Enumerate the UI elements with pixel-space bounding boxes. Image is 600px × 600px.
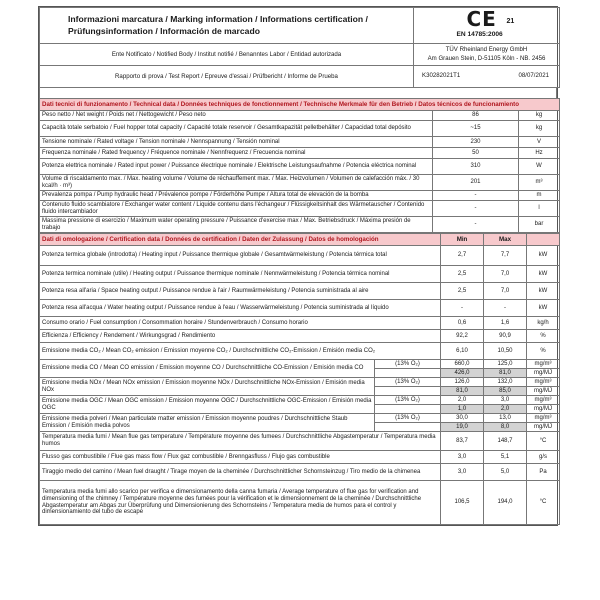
row-max-mgm3: 132,0 (484, 378, 527, 387)
row-value: ~15 (433, 121, 519, 137)
oxygen-blank (375, 423, 441, 432)
row-unit: g/s (527, 451, 560, 464)
table-row (40, 451, 560, 464)
table-row (40, 464, 560, 481)
test-report-label: Rapporto di prova / Test Report / Epreuve d'essai / Prüfbericht / Informe de Prueba (40, 66, 414, 88)
row-unit-mgm3: mg/m³ (527, 396, 560, 405)
row-label: Emissione media OGC / Mean OGC emission / Emission moyenne OGC / Durchschnittliche OGC-Emission / Emisión media OGC (40, 396, 375, 414)
oxygen-reference: (13% O₂) (375, 378, 441, 387)
row-label: Massima pressione di esercizio / Maximum water operating pressure / Puissance d'exercise max / Max. Betriebsdruck / Máxima presión de trabajo (40, 217, 433, 233)
row-min: 2,7 (441, 246, 484, 266)
oxygen-blank (375, 369, 441, 378)
row-unit: l (519, 201, 560, 217)
technical-data-table (39, 98, 560, 233)
title-line-2: Prüfungsinformation / Información de marcado (68, 25, 260, 36)
row-unit: m³ (519, 175, 560, 191)
row-label: Frequenza nominale / Rated frequency / Fréquence nominale / Nennfrequenz / Frecuencia nominal (40, 148, 433, 159)
oxygen-reference: (13% O₂) (375, 414, 441, 423)
row-unit: Pa (527, 464, 560, 481)
table-row (40, 217, 560, 233)
row-min: 6,10 (441, 343, 484, 360)
row-min: - (441, 300, 484, 317)
row-label: Consumo orario / Fuel consumption / Consommation horaire / Stundenverbrauch / Consumo horario (40, 317, 441, 330)
row-label: Emissione media CO₂ / Mean CO₂ emission / Emission moyenne CO₂ / Durchschnittliche CO₂-Emission / Emisión media CO₂ (40, 343, 441, 360)
oxygen-blank (375, 387, 441, 396)
table-row (40, 266, 560, 283)
row-label: Tensione nominale / Rated voltage / Tension nominale / Nennspannung / Tensión nominal (40, 137, 433, 148)
row-unit-mgmj: mg/MJ (527, 405, 560, 414)
spacer (39, 88, 557, 98)
sheet-frame (38, 6, 558, 526)
row-unit-mgm3: mg/m³ (527, 414, 560, 423)
row-unit: kW (527, 283, 560, 300)
row-label: Emissione media NOx / Mean NOx emission / Emission moyenne NOx / Durchschnittliche NOx-Emission / Emisión media NOx (40, 378, 375, 396)
max-column-header: Max (484, 234, 527, 246)
row-unit-mgm3: mg/m³ (527, 378, 560, 387)
oxygen-reference: (13% O₂) (375, 360, 441, 369)
row-unit: Hz (519, 148, 560, 159)
row-label: Capacità totale serbatoio / Fuel hopper total capacity / Capacité totale reservoir / Gesamtkapazität pelletbehälter / Capacidad total depósito (40, 121, 433, 137)
row-max-mgm3: 125,0 (484, 360, 527, 369)
ce-mark-icon: CE (466, 7, 497, 32)
table-row (40, 317, 560, 330)
row-unit: °C (527, 481, 560, 525)
row-label: Peso netto / Net weight / Poids net / Nettogewicht / Peso neto (40, 111, 433, 121)
row-value: 310 (433, 159, 519, 175)
row-label: Efficienza / Efficiency / Rendement / Wirkungsgrad / Rendimiento (40, 330, 441, 343)
row-max: 5,0 (484, 464, 527, 481)
row-unit: kW (527, 266, 560, 283)
emission-row (40, 360, 560, 369)
row-max: 148,7 (484, 432, 527, 451)
row-value: - (433, 217, 519, 233)
row-unit: % (527, 343, 560, 360)
row-max-mgm3: 3,0 (484, 396, 527, 405)
row-unit: kW (527, 300, 560, 317)
row-min: 92,2 (441, 330, 484, 343)
row-min: 3,0 (441, 451, 484, 464)
row-max-mgm3: 13,0 (484, 414, 527, 423)
row-unit: V (519, 137, 560, 148)
row-min: 106,5 (441, 481, 484, 525)
row-label: Emissione media CO / Mean CO emission / Emission moyenne CO / Durchschnittliche CO-Emission / Emisión media CO (40, 360, 375, 378)
test-report-value (414, 66, 560, 88)
row-min: 83,7 (441, 432, 484, 451)
row-value: 50 (433, 148, 519, 159)
row-label: Potenza resa all'acqua / Water heating output / Puissance rendue à l'eau / Wasserwärmeleistung / Potencia suministrada al líquido (40, 300, 441, 317)
row-max: 5,1 (484, 451, 527, 464)
certification-data-table (39, 233, 560, 525)
row-unit: kW (527, 246, 560, 266)
row-label: Volume di riscaldamento max. / Max. heating volume / Volume de réchauffement max. / Max. Heizvolumen / Volumen de calefacción máx. / 30 kcal/h · m³) (40, 175, 433, 191)
row-value: 86 (433, 111, 519, 121)
row-min-mgm3: 30,0 (441, 414, 484, 423)
table-row (40, 175, 560, 191)
row-label: Tiraggio medio del camino / Mean fuel draught / Tirage moyen de la cheminée / Durchschnittlicher Schornsteinzug / Tiro medio de la chimenea (40, 464, 441, 481)
certification-data-heading: Dati di omologazione / Certification data / Données de certification / Daten der Zulassung / Datos de homologación (40, 234, 441, 246)
row-min: 0,6 (441, 317, 484, 330)
title-line-1: Informazioni marcatura / Marking information / Informations certification / (68, 14, 368, 25)
row-min: 3,0 (441, 464, 484, 481)
notified-body-label: Ente Notificato / Notified Body / Institut notifié / Benanntes Labor / Entidad autorizada (40, 44, 414, 66)
table-row (40, 343, 560, 360)
row-max-mgmj: 8,0 (484, 423, 527, 432)
row-label: Potenza termica globale (introdotta) / Heating input / Puissance thermique globale / Gesamtwärmeleistung / Potencia térmica total (40, 246, 441, 266)
unit-column-header (527, 234, 560, 246)
oxygen-reference: (13% O₂) (375, 396, 441, 405)
row-min-mgmj: 426,0 (441, 369, 484, 378)
row-unit-mgmj: mg/MJ (527, 423, 560, 432)
row-label: Temperatura media fumi allo scarico per verifica e dimensionamento della canna fumaria / Average temperature of flue gas for verification and dimensioning of the chimney / Température moyenne des fumées pour la vérification et le dimensionnement de la cheminée / Durchschnittliche Abgastemperatur am Abgas zur Überprüfung und Dimensionierung des Schornsteins / Temperatura media de humos para el control y dimensionamiento del tubo de escape (40, 481, 441, 525)
table-row (40, 300, 560, 317)
row-value: 201 (433, 175, 519, 191)
ce-logo (427, 8, 547, 40)
row-max: 90,9 (484, 330, 527, 343)
row-unit: bar (519, 217, 560, 233)
row-label: Emissione media polveri / Mean particulate matter emission / Emission moyenne poudres / Durchschnittliche Staub Emission / Emisión media polvos (40, 414, 375, 432)
row-unit: °C (527, 432, 560, 451)
notified-body-value (414, 44, 560, 66)
row-value: - (433, 201, 519, 217)
row-label: Potenza elettrica nominale / Rated input power / Puissance électrique nominale / Elektrische Leistungsaufnahme / Potencia eléctrica nominal (40, 159, 433, 175)
table-row (40, 137, 560, 148)
row-label: Potenza resa all'aria / Space heating output / Puissance rendue à l'air / Raumwärmeleistung / Potencia suministrada al aire (40, 283, 441, 300)
ce-year: 21 (506, 18, 515, 26)
table-row (40, 481, 560, 525)
table-row (40, 148, 560, 159)
row-max: 7,0 (484, 266, 527, 283)
row-max: 7,7 (484, 246, 527, 266)
row-max-mgmj: 85,0 (484, 387, 527, 396)
row-max: 10,50 (484, 343, 527, 360)
document-title (40, 8, 414, 44)
row-min-mgm3: 2,0 (441, 396, 484, 405)
test-report-date: 08/07/2021 (518, 72, 549, 80)
table-row (40, 121, 560, 137)
row-min-mgmj: 81,0 (441, 387, 484, 396)
row-unit: m (519, 191, 560, 201)
row-label: Temperatura media fumi / Mean flue gas temperature / Température moyenne des fumees / Durchschnittliche Abgastemperatur / Temperatura media humos (40, 432, 441, 451)
table-row (40, 330, 560, 343)
row-unit: kg/h (527, 317, 560, 330)
table-row (40, 201, 560, 217)
row-label: Contenuto fluido scambiatore / Exchanger water content / Liquide contenu dans l'échangeur / Flüssigkeitsinhalt des Wärmetauscher / Contenido fluido intercambiador (40, 201, 433, 217)
table-row (40, 159, 560, 175)
row-unit: kg (519, 121, 560, 137)
technical-data-heading: Dati tecnici di funzionamento / Technical data / Données techniques de fonctionnement / Technische Merkmale für den Betrieb / Datos técnicos de funcionamiento (40, 99, 560, 111)
row-label: Potenza termica nominale (utile) / Heating output / Puissance thermique nominale / Nennwärmeleistung / Potencia térmica nominal (40, 266, 441, 283)
row-label: Flusso gas combustibile / Flue gas mass flow / Flux gaz combustible / Brenngasfluss / Flujo gas combustible (40, 451, 441, 464)
row-unit-mgm3: mg/m³ (527, 360, 560, 369)
notified-body-name: TÜV Rheinland Energy GmbH (445, 46, 528, 54)
emission-row (40, 378, 560, 387)
min-column-header: Min (441, 234, 484, 246)
row-unit: kg (519, 111, 560, 121)
table-row (40, 432, 560, 451)
table-row (40, 111, 560, 121)
row-value: 230 (433, 137, 519, 148)
ce-standard: EN 14785:2006 (456, 31, 503, 39)
row-label: Prevalenza pompa / Pump hydraulic head / Prévalence pompe / Förderhöhe Pumpe / Altura total de elevación de la bomba (40, 191, 433, 201)
row-value: - (433, 191, 519, 201)
table-row (40, 246, 560, 266)
row-min-mgmj: 19,0 (441, 423, 484, 432)
row-max: 1,6 (484, 317, 527, 330)
row-min-mgm3: 126,0 (441, 378, 484, 387)
row-unit-mgmj: mg/MJ (527, 387, 560, 396)
row-max: - (484, 300, 527, 317)
emission-row (40, 414, 560, 423)
ce-marking (414, 8, 560, 44)
table-row (40, 191, 560, 201)
row-unit: % (527, 330, 560, 343)
row-max-mgmj: 81,0 (484, 369, 527, 378)
table-row (40, 283, 560, 300)
row-unit: W (519, 159, 560, 175)
emission-row (40, 396, 560, 405)
row-max: 7,0 (484, 283, 527, 300)
row-min-mgmj: 1,0 (441, 405, 484, 414)
notified-body-address: Am Grauen Stein, D-51105 Köln - NB. 2456 (427, 54, 546, 62)
row-min-mgm3: 660,0 (441, 360, 484, 369)
row-max-mgmj: 2,0 (484, 405, 527, 414)
test-report-number: K30282021T1 (422, 72, 461, 80)
row-min: 2,5 (441, 283, 484, 300)
row-max: 194,0 (484, 481, 527, 525)
header-table (39, 7, 560, 88)
row-min: 2,5 (441, 266, 484, 283)
row-unit-mgmj: mg/MJ (527, 369, 560, 378)
oxygen-blank (375, 405, 441, 414)
